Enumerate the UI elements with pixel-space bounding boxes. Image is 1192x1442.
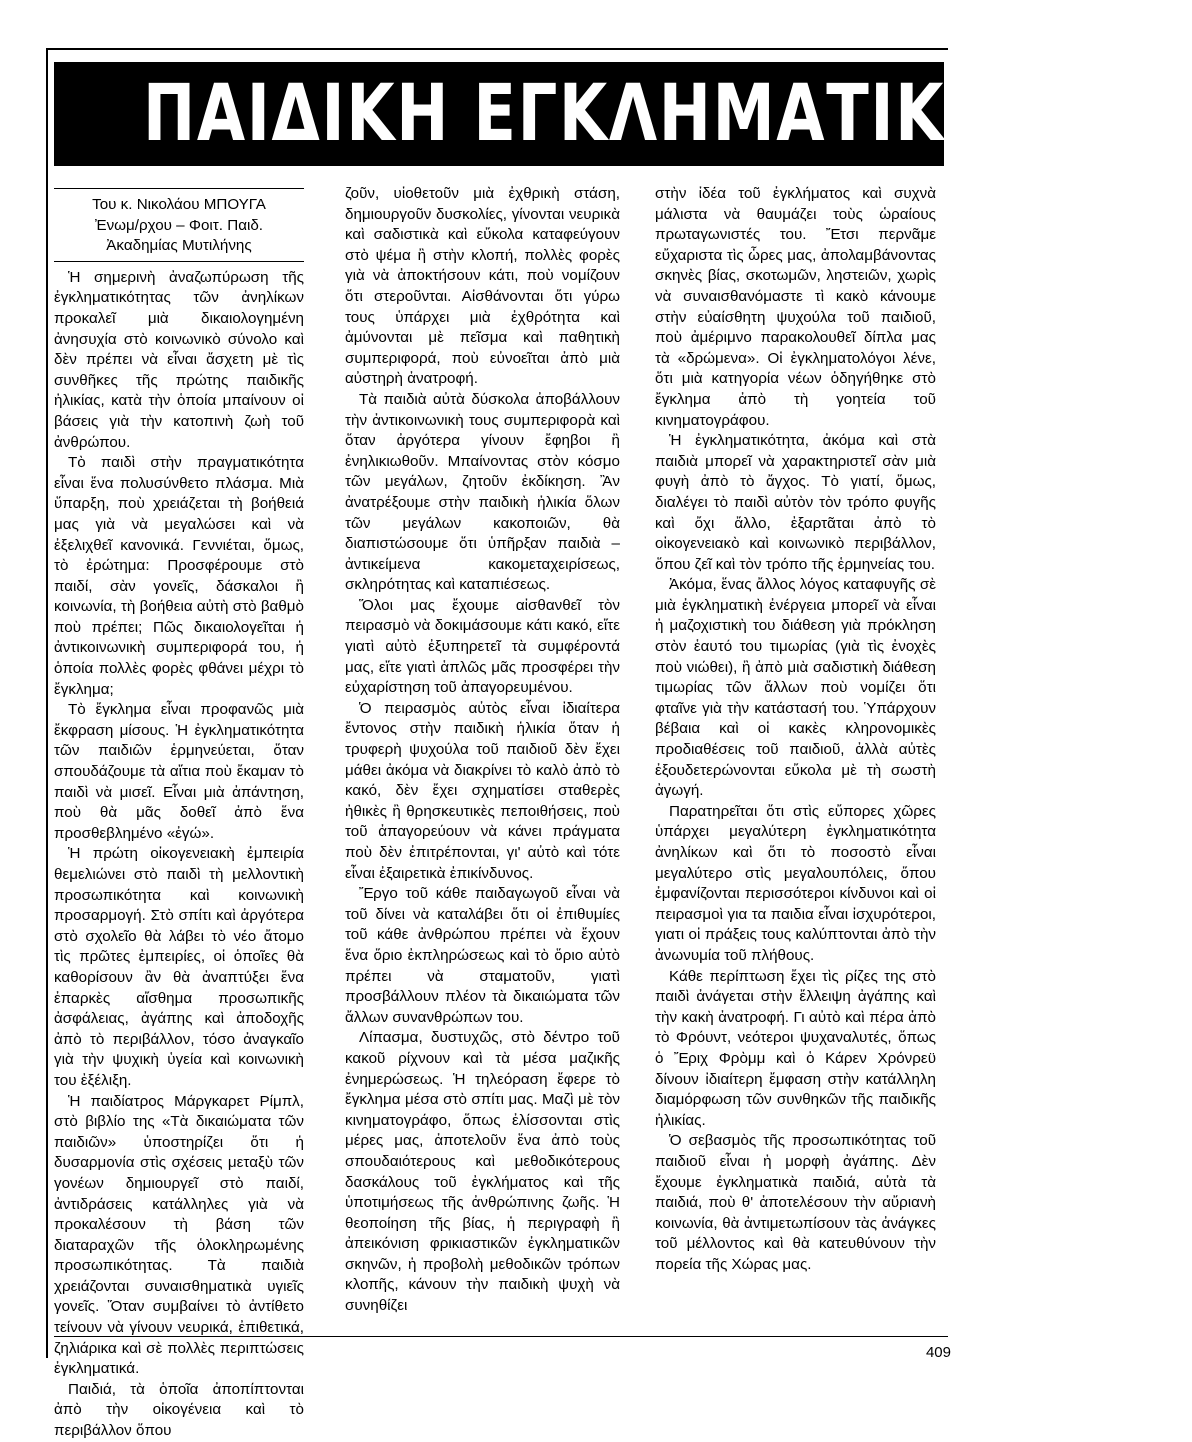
top-border-rule bbox=[46, 48, 948, 50]
paragraph: Τὰ παιδιὰ αὐτὰ δύσκολα ἀποβάλλουν τὴν ἀντικοινωνικὴ τους συμπεριφορὰ καὶ ὅταν ἀργότερα γίνουν ἔφηβοι ἢ ἐνηλικιωθοῦν. Μπαίνοντας στὸν κόσμο τῶν μεγάλων, ζητοῦν ἐκδίκηση. Ἂν ἀνατρέξουμε στὴν παιδικὴ ἡλικία ὅλων τῶν μεγάλων κακοποιῶν, θὰ διαπιστώσουμε ὅτι ὑπῆρξαν παιδιὰ – ἀντικείμενα κακομεταχειρίσεως, σκληρότητας καὶ καταπιέσεως. bbox=[345, 390, 620, 594]
text-column-3 bbox=[655, 184, 936, 1275]
paragraph: ζοῦν, υἱοθετοῦν μιὰ ἐχθρικὴ στάση, δημιουργοῦν δυσκολίες, γίνονται νευρικὰ καὶ σαδιστικὰ καὶ εὔκολα καταφεύγουν στὸ ψέμα ἢ στὴν κλοπή, πολλὲς φορὲς γιὰ νὰ ἀποκτήσουν κάτι, ποὺ νομίζουν ὅτι στεροῦνται. Αἰσθάνονται ὅτι γύρω τους ὑπάρχει μιὰ ἐχθρότητα καὶ ἀμύνονται μὲ πεῖσμα καὶ παθητικὴ συμπεριφορά, ποὺ εὐνοεῖται ἀπὸ μιὰ αὐστηρὴ ἀνατροφή. bbox=[345, 185, 620, 388]
paragraph: Τὸ ἔγκλημα εἶναι προφανῶς μιὰ ἔκφραση μίσους. Ἡ ἐγκληματικότητα τῶν παιδιῶν ἑρμηνεύεται, ὅταν σπουδάζουμε τὰ αἴτια ποὺ ἔκαμαν τὸ παιδὶ νὰ μισεῖ. Εἶναι μιὰ ἀπάντηση, ποὺ θὰ μᾶς δοθεῖ ἀπὸ ἕνα προσθεβλημένο «ἐγώ». bbox=[54, 701, 304, 842]
paragraph: Ἡ σημερινὴ ἀναζωπύρωση τῆς ἐγκληματικότητας τῶν ἀνηλίκων προκαλεῖ μιὰ δικαιολογημένη ἀνησυχία στὸ κοινωνικὸ σύνολο καὶ δὲν πρέπει νὰ εἶναι ἄσχετη μὲ τὶς συνθῆκες τῆς πρώτης παιδικῆς ἡλικίας, κατὰ τὴν ὁποία μπαίνουν οἱ βάσεις γιὰ τὴν κατοπινὴ ζωὴ τοῦ ἀνθρώπου. bbox=[54, 268, 304, 451]
paragraph: Ὁ σεβασμὸς τῆς προσωπικότητας τοῦ παιδιοῦ εἶναι ἡ μορφὴ ἀγάπης. Δὲν ἔχουμε ἐγκληματικὰ παιδιά, αὐτὰ τὰ παιδιά, ποὺ θ' ἀποτελέσουν τὴν αὔριανὴ κοινωνία, θὰ ἀντιμετωπίσουν τὰς ἀνάγκες τοῦ μέλλοντος καὶ θὰ κατευθύνουν τὴν πορεία τῆς Χώρας μας. bbox=[655, 1132, 936, 1273]
paragraph: Κάθε περίπτωση ἔχει τὶς ρίζες της στὸ παιδὶ ἀνάγεται στὴν ἔλλειψη ἀγάπης καὶ τὴν κακὴ ἀνατροφή. Γι αὐτὸ καὶ πέρα ἀπὸ τὸ Φρόυντ, νεότεροι ψυχαναλυτές, ὅπως ὁ Ἔριχ Φρὸμμ καὶ ὁ Κάρεν Χρόνρεϋ δίνουν ἰδιαίτερη ἔμφαση στὴν κατάλληλη διαμόρφωση τῶν συνθηκῶν τῆς παιδικῆς ἡλικίας. bbox=[655, 967, 936, 1129]
byline-rank: Ἐνωμ/ρχου – Φοιτ. Παιδ. bbox=[94, 216, 264, 234]
paragraph: Παρατηρεῖται ὅτι στὶς εὔπορες χῶρες ὑπάρχει μεγαλύτερη ἐγκληματικότητα ἀνηλίκων καὶ ὅτι τὸ ποσοστὸ εἶναι μεγαλύτερο στὶς μεγαλουπόλεις, ὅπου ἐμφανίζονται περισσότεροι κίνδυνοι καὶ οἱ πειρασμοὶ για τα παιδια εἶναι ἰσχυρότεροι, γιατι οἱ πράξεις τους καλύπτονται ἀπὸ τὴν ἀνωνυμία τοῦ πλήθους. bbox=[655, 802, 936, 964]
paragraph: Ὁ πειρασμὸς αὐτὸς εἶναι ἰδιαίτερα ἔντονος στὴν παιδικὴ ἡλικία ὅταν ἡ τρυφερὴ ψυχούλα τοῦ παιδιοῦ δὲν ἔχει μάθει ἀκόμα νὰ διακρίνει τὸ καλὸ ἀπὸ τὸ κακό, δὲν ἔχει σχηματίσει σταθερὲς ἠθικὲς ἢ θρησκευτικὲς πεποιθήσεις, ποὺ τοῦ ἀπαγορεύουν νὰ κάνει πράγματα ποὺ δὲν ἐπιτρέπονται, γι' αὐτὸ καὶ τότε εἶναι ἐξαιρετικὰ ἐπικίνδυνος. bbox=[345, 699, 620, 882]
article-headline: ΠΑΙΔΙΚΗ ΕΓΚΛΗΜΑΤΙΚΟΤΗΤΑ bbox=[143, 69, 1192, 159]
byline-top-rule bbox=[54, 188, 304, 189]
page-number: 409 bbox=[925, 1344, 951, 1361]
paragraph: Ἔργο τοῦ κάθε παιδαγωγοῦ εἶναι νὰ τοῦ δίνει νὰ καταλάβει ὅτι οἱ ἐπιθυμίες τοῦ κάθε ἀνθρώπου πρέπει νὰ ἔχουν ἕνα ὅριο ἐκπληρώσεως καὶ τὸ ὅριο αὐτὸ πρέπει νὰ σταματοῦν, γιατὶ προσβάλλουν πλέον τὰ δικαιώματα τῶν ἄλλων συνανθρώπων του. bbox=[345, 885, 620, 1026]
text-column-2 bbox=[345, 184, 620, 1317]
text-column-1 bbox=[54, 184, 304, 1442]
byline-bottom-rule bbox=[54, 261, 304, 262]
paragraph: Ἡ πρώτη οἰκογενειακὴ ἐμπειρία θεμελιώνει στὸ παιδὶ τὴ μελλοντικὴ προσωπικότητα καὶ κοινωνικὴ προσαρμογή. Στὸ σπίτι καὶ ἀργότερα στὸ σχολεῖο θὰ λάβει τὸ νέο ἄτομο τὶς πρῶτες ἐμπειρίες, οἱ ὁποῖες θὰ καθορίσουν ἂν θὰ ἀναπτύξει ἕνα ἐπαρκὲς αἴσθημα προσωπικῆς ἀσφάλειας, ἀγάπης καὶ ἀποδοχῆς ἀπὸ τὸ περιβάλλον, τόσο ἀναγκαῖο γιὰ τὴν ψυχικὴ ὑγεία καὶ κοινωνικὴ του ἐξέλιξη. bbox=[54, 845, 304, 1089]
footer-rule bbox=[54, 1336, 948, 1337]
left-margin-rule bbox=[46, 48, 48, 1358]
paragraph: Λίπασμα, δυστυχῶς, στὸ δέντρο τοῦ κακοῦ ρίχνουν καὶ τὰ μέσα μαζικῆς ἐνημερώσεως. Ἡ τηλεόραση ἔφερε τὸ ἔγκλημα μέσα στὸ σπίτι μας. Μαζὶ μὲ τὸν κινηματογράφο, ὅπως ἐλίσσονται στὶς μέρες μας, ἀποτελοῦν ἕνα ἀπὸ τοὺς σπουδαιότερους καὶ μεθοδικότερους δασκάλους τοῦ ἐγκλήματος καὶ τῆς ὑποτιμήσεως τῆς ἀνθρώπινης ζωῆς. Ἡ θεοποίηση τῆς βίας, ἡ περιγραφὴ ἢ ἀπεικόνιση φρικιαστικῶν ἐγκληματικῶν σκηνῶν, ἡ προβολὴ μεθοδικῶν τρόπων κλοπῆς, κάνουν τὴν παιδικὴ ψυχὴ νὰ συνηθίζει bbox=[345, 1029, 620, 1315]
paragraph: Ἡ παιδίατρος Μάργκαρετ Ρίμπλ, στὸ βιβλίο της «Τὰ δικαιώματα τῶν παιδιῶν» ὑποστηρίζει ὅτι ἡ δυσαρμονία στὶς σχέσεις μεταξὺ τῶν γονέων δημιουργεῖ στὸ παιδί, ἀντιδράσεις κατάλληλες γιὰ νὰ προκαλέσουν τὴ βάση τῶν διαταραχῶν τῆς ὁλοκληρωμένης προσωπικότητας. Τὰ παιδιὰ χρειάζονται συναισθηματικὰ υγιεῖς γονεῖς. Ὅταν συμβαίνει τὸ ἀντίθετο τείνουν νὰ γίνουν νευρικά, ἐπιθετικά, ζηλιάρικα καὶ σὲ πολλὲς περιπτώσεις ἐγκληματικά. bbox=[54, 1092, 304, 1378]
paragraph: Παιδιά, τὰ ὁποῖα ἀποπίπτονται ἀπὸ τὴν οἰκογένεια καὶ τὸ περιβάλλον ὅπου bbox=[54, 1380, 304, 1440]
paragraph: στὴν ἰδέα τοῦ ἐγκλήματος καὶ συχνὰ μάλιστα νὰ θαυμάζει τοὺς ὡραίους πρωταγωνιστές του. Ἔτσι περνᾶμε εὔχαριστα τὶς ὧρες μας, ἀπολαμβάνοντας σκηνὲς βίας, σκοτωμῶν, ληστειῶν, χωρὶς νὰ συναισθανόμαστε τὶ κακὸ κάνουμε στὴν εὐαίσθητη ψυχούλα τοῦ παιδιοῦ, ποὺ ἀμέριμνο παρακολουθεῖ δίπλα μας τὰ «δρώμενα». Οἱ ἐγκληματολόγοι λένε, ὅτι μιὰ κατηγορία νέων ὁδηγήθηκε στὸ ἔγκλημα ἀπὸ τὴ γοητεία τοῦ κινηματογράφου. bbox=[655, 185, 936, 429]
byline-school: Ἀκαδημίας Μυτιλήνης bbox=[106, 237, 252, 255]
paragraph: Ἡ ἐγκληματικότητα, ἀκόμα καὶ στὰ παιδιὰ μπορεῖ νὰ χαρακτηριστεῖ σὰν μιὰ φυγὴ ἀπὸ τὸ ἄγχος. Τὸ γιατί, ὅμως, διαλέγει τὸ παιδὶ αὐτὸν τὸν τρόπο φυγῆς καὶ ὄχι ἄλλο, ἐξαρτᾶται ἀπὸ τὸ οἰκογενειακὸ καὶ κοινωνικὸ περιβάλλον, ὅπου ζεῖ καὶ τὸν τρόπο τῆς ἑρμηνείας του. bbox=[655, 432, 936, 573]
paragraph: Ὅλοι μας ἔχουμε αἰσθανθεῖ τὸν πειρασμὸ νὰ δοκιμάσουμε κάτι κακό, εἴτε γιατὶ αὐτὸ ἐξυπηρετεῖ τὰ συμφέροντά μας, εἴτε γιατὶ ἁπλῶς μᾶς προσφέρει τὴν εὐχαρίστηση τοῦ ἀπαγορευμένου. bbox=[345, 596, 620, 697]
headline-banner bbox=[54, 62, 1192, 166]
paragraph: Ἀκόμα, ἕνας ἄλλος λόγος καταφυγῆς σὲ μιὰ ἐγκληματικὴ ἐνέργεια μπορεῖ νὰ εἶναι ἡ μαζοχιστικὴ του διάθεση γιὰ πρόκληση στὸν ἑαυτό του τιμωρίας (γιὰ τὶς ἐνοχὲς ποὺ νιώθει), ἢ ἀπὸ μιὰ σαδιστικὴ διάθεση τιμωρίας τῶν ἄλλων ποὺ νομίζει ὅτι φταῖνε γιὰ τὴν κατάστασή του. Ὑπάρχουν βέβαια καὶ οἱ κακὲς κληρονομικὲς προδιαθέσεις τοῦ παιδιοῦ, ἀλλὰ αὐτὲς ἐξουδετερώνονται εὔκολα μὲ τὴ σωστὴ ἀγωγή. bbox=[655, 576, 936, 800]
byline-author: Του κ. Νικολάου ΜΠΟΥΓΑ bbox=[92, 196, 266, 213]
paragraph: Τὸ παιδὶ στὴν πραγματικότητα εἶναι ἕνα πολυσύνθετο πλάσμα. Μιὰ ὕπαρξη, ποὺ χρειάζεται τὴ βοήθειά μας γιὰ νὰ μεγαλώσει καὶ νὰ ἐξελιχθεῖ κανονικά. Γεννιέται, ὅμως, τὸ ἐρώτημα: Προσφέρουμε στὸ παιδί, σὰν γονεῖς, δάσκαλοι ἢ κοινωνία, τὴ βοήθεια αὐτὴ στὸ βαθμὸ ποὺ πρέπει; Πῶς δικαιολογεῖται ἡ ἀντικοινωνικὴ συμπεριφορά του, ἡ ὁποία πολλὲς φορὲς φθάνει μέχρι τὸ ἔγκλημα; bbox=[54, 454, 304, 698]
